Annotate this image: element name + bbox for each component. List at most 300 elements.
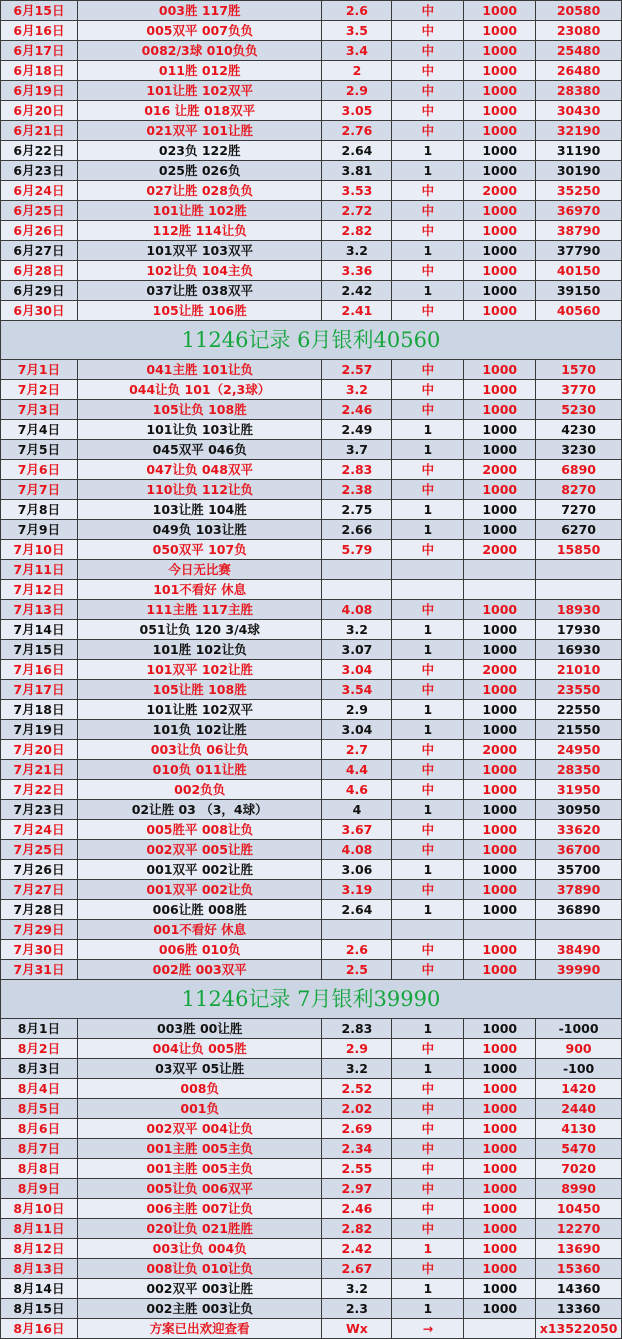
date-cell: 6月21日 <box>1 121 78 140</box>
match-cell: 001负 <box>78 1099 323 1118</box>
odds-cell: 4.08 <box>322 600 392 619</box>
date-cell: 6月16日 <box>1 21 78 40</box>
table-row <box>1 960 622 980</box>
stake-cell: 1000 <box>464 400 536 419</box>
table-row <box>1 800 622 820</box>
odds-cell: 3.2 <box>322 1059 392 1078</box>
odds-cell: 2.46 <box>322 1199 392 1218</box>
date-cell: 7月19日 <box>1 720 78 739</box>
match-cell: 0082/3球 010负负 <box>78 41 323 60</box>
stake-cell: 1000 <box>464 1199 536 1218</box>
odds-cell: 3.7 <box>322 440 392 459</box>
date-cell: 7月24日 <box>1 820 78 839</box>
table-row <box>1 281 622 301</box>
match-cell: 003胜 00让胜 <box>78 1019 323 1038</box>
stake-cell <box>464 920 536 939</box>
odds-cell: 2.72 <box>322 201 392 220</box>
total-cell: 3230 <box>536 440 622 459</box>
table-row <box>1 181 622 201</box>
table-row <box>1 740 622 760</box>
stake-cell: 1000 <box>464 1179 536 1198</box>
total-cell: 5470 <box>536 1139 622 1158</box>
table-row <box>1 1219 622 1239</box>
odds-cell: 2.76 <box>322 121 392 140</box>
result-cell: 中 <box>392 21 464 40</box>
date-cell: 6月24日 <box>1 181 78 200</box>
stake-cell: 1000 <box>464 1039 536 1058</box>
odds-cell: 2.64 <box>322 141 392 160</box>
stake-cell: 1000 <box>464 221 536 240</box>
table-row <box>1 1299 622 1319</box>
odds-cell: 2.82 <box>322 221 392 240</box>
date-cell: 8月14日 <box>1 1279 78 1298</box>
stake-cell: 1000 <box>464 1119 536 1138</box>
stake-cell: 1000 <box>464 261 536 280</box>
match-cell: 016 让胜 018双平 <box>78 101 323 120</box>
result-cell: 中 <box>392 400 464 419</box>
odds-cell: 3.67 <box>322 820 392 839</box>
total-cell: 18930 <box>536 600 622 619</box>
total-cell: 21010 <box>536 660 622 679</box>
date-cell: 7月7日 <box>1 480 78 499</box>
stake-cell: 1000 <box>464 121 536 140</box>
match-cell: 045双平 046负 <box>78 440 323 459</box>
stake-cell <box>464 560 536 579</box>
match-cell: 001双平 002让胜 <box>78 860 323 879</box>
odds-cell: 2.52 <box>322 1079 392 1098</box>
stake-cell: 1000 <box>464 41 536 60</box>
total-cell: 28380 <box>536 81 622 100</box>
total-cell: 39990 <box>536 960 622 979</box>
match-cell: 006让胜 008胜 <box>78 900 323 919</box>
total-cell: 36890 <box>536 900 622 919</box>
result-cell: 中 <box>392 1219 464 1238</box>
table-row <box>1 780 622 800</box>
match-cell: 050双平 107负 <box>78 540 323 559</box>
match-cell: 105让胜 108胜 <box>78 680 323 699</box>
date-cell: 7月27日 <box>1 880 78 899</box>
result-cell: 中 <box>392 1159 464 1178</box>
total-cell: 36970 <box>536 201 622 220</box>
date-cell: 8月3日 <box>1 1059 78 1078</box>
date-cell: 7月18日 <box>1 700 78 719</box>
table-row <box>1 1319 622 1339</box>
stake-cell: 1000 <box>464 880 536 899</box>
match-cell: 010负 011让胜 <box>78 760 323 779</box>
total-cell: 35250 <box>536 181 622 200</box>
stake-cell: 2000 <box>464 660 536 679</box>
stake-cell: 1000 <box>464 241 536 260</box>
result-cell: 中 <box>392 181 464 200</box>
match-cell: 001双平 002让负 <box>78 880 323 899</box>
table-row <box>1 101 622 121</box>
result-cell: 中 <box>392 121 464 140</box>
june-rows <box>1 1 622 321</box>
match-cell: 011胜 012胜 <box>78 61 323 80</box>
match-cell: 023负 122胜 <box>78 141 323 160</box>
odds-cell: 5.79 <box>322 540 392 559</box>
match-cell: 044让负 101（2,3球） <box>78 380 323 399</box>
total-cell: 3770 <box>536 380 622 399</box>
table-row <box>1 141 622 161</box>
date-cell: 7月17日 <box>1 680 78 699</box>
table-row <box>1 201 622 221</box>
table-row <box>1 840 622 860</box>
match-cell: 003胜 117胜 <box>78 1 323 20</box>
stake-cell: 1000 <box>464 380 536 399</box>
match-cell: 101让胜 102双平 <box>78 81 323 100</box>
stake-cell: 1000 <box>464 201 536 220</box>
odds-cell <box>322 560 392 579</box>
date-cell: 7月8日 <box>1 500 78 519</box>
odds-cell: 3.81 <box>322 161 392 180</box>
odds-cell: 2.55 <box>322 1159 392 1178</box>
total-cell: 8990 <box>536 1179 622 1198</box>
total-cell: 8270 <box>536 480 622 499</box>
total-cell: 40560 <box>536 301 622 320</box>
odds-cell: 2.46 <box>322 400 392 419</box>
table-row <box>1 600 622 620</box>
result-cell: → <box>392 1319 464 1338</box>
odds-cell: 2.83 <box>322 460 392 479</box>
total-cell: 30190 <box>536 161 622 180</box>
date-cell: 6月27日 <box>1 241 78 260</box>
total-cell: 31950 <box>536 780 622 799</box>
match-cell: 005胜平 008让负 <box>78 820 323 839</box>
table-row <box>1 1279 622 1299</box>
total-cell: 4130 <box>536 1119 622 1138</box>
odds-cell: 4.08 <box>322 840 392 859</box>
stake-cell: 1000 <box>464 640 536 659</box>
result-cell: 中 <box>392 201 464 220</box>
match-cell: 今日无比赛 <box>78 560 323 579</box>
stake-cell: 1000 <box>464 1059 536 1078</box>
total-cell: 12270 <box>536 1219 622 1238</box>
result-cell <box>392 580 464 599</box>
result-cell: 1 <box>392 860 464 879</box>
stake-cell: 1000 <box>464 840 536 859</box>
result-cell: 1 <box>392 1279 464 1298</box>
table-row <box>1 820 622 840</box>
date-cell: 8月9日 <box>1 1179 78 1198</box>
match-cell: 002双平 005让胜 <box>78 840 323 859</box>
match-cell: 001主胜 005主负 <box>78 1139 323 1158</box>
date-cell: 8月16日 <box>1 1319 78 1338</box>
match-cell: 008负 <box>78 1079 323 1098</box>
date-cell: 7月12日 <box>1 580 78 599</box>
stake-cell: 1000 <box>464 360 536 379</box>
odds-cell: 3.2 <box>322 1279 392 1298</box>
match-cell: 020让负 021胜胜 <box>78 1219 323 1238</box>
stake-cell <box>464 580 536 599</box>
stake-cell: 1000 <box>464 760 536 779</box>
result-cell: 中 <box>392 301 464 320</box>
table-row <box>1 241 622 261</box>
table-row <box>1 41 622 61</box>
total-cell <box>536 580 622 599</box>
total-cell: 39150 <box>536 281 622 300</box>
date-cell: 7月23日 <box>1 800 78 819</box>
date-cell: 7月21日 <box>1 760 78 779</box>
date-cell: 6月26日 <box>1 221 78 240</box>
stake-cell: 1000 <box>464 101 536 120</box>
stake-cell: 1000 <box>464 620 536 639</box>
odds-cell: 4 <box>322 800 392 819</box>
result-cell: 中 <box>392 1199 464 1218</box>
table-row <box>1 1159 622 1179</box>
stake-cell: 1000 <box>464 500 536 519</box>
result-cell: 1 <box>392 1239 464 1258</box>
date-cell: 7月6日 <box>1 460 78 479</box>
total-cell: 13690 <box>536 1239 622 1258</box>
result-cell: 中 <box>392 540 464 559</box>
date-cell: 8月13日 <box>1 1259 78 1278</box>
table-row <box>1 660 622 680</box>
odds-cell: 3.2 <box>322 620 392 639</box>
stake-cell: 1000 <box>464 940 536 959</box>
result-cell: 中 <box>392 940 464 959</box>
table-row <box>1 1139 622 1159</box>
total-cell: 16930 <box>536 640 622 659</box>
table-row <box>1 900 622 920</box>
date-cell: 7月29日 <box>1 920 78 939</box>
stake-cell: 2000 <box>464 740 536 759</box>
result-cell: 中 <box>392 380 464 399</box>
match-cell: 101不看好 休息 <box>78 580 323 599</box>
result-cell: 1 <box>392 1019 464 1038</box>
stake-cell: 1000 <box>464 1 536 20</box>
result-cell: 中 <box>392 221 464 240</box>
result-cell: 中 <box>392 680 464 699</box>
date-cell: 6月28日 <box>1 261 78 280</box>
stake-cell: 1000 <box>464 141 536 160</box>
table-row <box>1 1179 622 1199</box>
odds-cell <box>322 580 392 599</box>
odds-cell: 2.6 <box>322 1 392 20</box>
match-cell: 002负负 <box>78 780 323 799</box>
match-cell: 003让负 004负 <box>78 1239 323 1258</box>
total-cell: 15360 <box>536 1259 622 1278</box>
stake-cell: 1000 <box>464 1159 536 1178</box>
match-cell: 037让胜 038双平 <box>78 281 323 300</box>
result-cell: 1 <box>392 281 464 300</box>
date-cell: 7月20日 <box>1 740 78 759</box>
total-cell: 7020 <box>536 1159 622 1178</box>
odds-cell: 3.4 <box>322 41 392 60</box>
match-cell: 101让胜 102胜 <box>78 201 323 220</box>
result-cell: 1 <box>392 420 464 439</box>
result-cell: 中 <box>392 600 464 619</box>
stake-cell: 1000 <box>464 440 536 459</box>
total-cell: 35700 <box>536 860 622 879</box>
match-cell: 101双平 103双平 <box>78 241 323 260</box>
stake-cell: 1000 <box>464 281 536 300</box>
date-cell: 7月14日 <box>1 620 78 639</box>
match-cell: 005让负 006双平 <box>78 1179 323 1198</box>
table-row <box>1 1039 622 1059</box>
date-cell: 8月1日 <box>1 1019 78 1038</box>
result-cell: 中 <box>392 880 464 899</box>
result-cell: 中 <box>392 660 464 679</box>
result-cell: 中 <box>392 101 464 120</box>
total-cell <box>536 920 622 939</box>
stake-cell: 1000 <box>464 161 536 180</box>
odds-cell: 2.3 <box>322 1299 392 1318</box>
match-cell: 005双平 007负负 <box>78 21 323 40</box>
total-cell: 22550 <box>536 700 622 719</box>
total-cell: 23550 <box>536 680 622 699</box>
date-cell: 7月4日 <box>1 420 78 439</box>
match-cell: 101胜 102让负 <box>78 640 323 659</box>
date-cell: 7月13日 <box>1 600 78 619</box>
august-rows <box>1 1019 622 1339</box>
date-cell: 7月28日 <box>1 900 78 919</box>
result-cell: 中 <box>392 760 464 779</box>
table-row <box>1 940 622 960</box>
date-cell: 6月15日 <box>1 1 78 20</box>
result-cell: 中 <box>392 820 464 839</box>
table-row <box>1 580 622 600</box>
odds-cell: 2 <box>322 61 392 80</box>
total-cell: 21550 <box>536 720 622 739</box>
table-row <box>1 500 622 520</box>
odds-cell: 2.49 <box>322 420 392 439</box>
july-rows <box>1 360 622 980</box>
table-row <box>1 1199 622 1219</box>
stake-cell: 1000 <box>464 960 536 979</box>
match-cell: 002胜 003双平 <box>78 960 323 979</box>
table-row <box>1 121 622 141</box>
total-cell: 14360 <box>536 1279 622 1298</box>
table-row <box>1 1 622 21</box>
stake-cell: 1000 <box>464 1079 536 1098</box>
table-row <box>1 920 622 940</box>
date-cell: 8月7日 <box>1 1139 78 1158</box>
odds-cell: 2.82 <box>322 1219 392 1238</box>
match-cell: 101让负 103让胜 <box>78 420 323 439</box>
total-cell: 6270 <box>536 520 622 539</box>
table-row <box>1 261 622 281</box>
result-cell: 中 <box>392 960 464 979</box>
total-cell: 4230 <box>536 420 622 439</box>
total-cell: 20580 <box>536 1 622 20</box>
result-cell <box>392 920 464 939</box>
total-cell: 30950 <box>536 800 622 819</box>
match-cell: 001主胜 005主负 <box>78 1159 323 1178</box>
date-cell: 7月31日 <box>1 960 78 979</box>
match-cell: 101负 102让胜 <box>78 720 323 739</box>
total-cell: 33620 <box>536 820 622 839</box>
total-cell: 28350 <box>536 760 622 779</box>
match-cell: 041主胜 101让负 <box>78 360 323 379</box>
date-cell: 7月30日 <box>1 940 78 959</box>
stake-cell: 1000 <box>464 61 536 80</box>
total-cell: 24950 <box>536 740 622 759</box>
match-cell: 049负 103让胜 <box>78 520 323 539</box>
date-cell: 7月5日 <box>1 440 78 459</box>
odds-cell: 3.36 <box>322 261 392 280</box>
result-cell: 1 <box>392 620 464 639</box>
stake-cell: 1000 <box>464 600 536 619</box>
table-row <box>1 560 622 580</box>
odds-cell: 3.54 <box>322 680 392 699</box>
date-cell: 8月6日 <box>1 1119 78 1138</box>
total-cell <box>536 560 622 579</box>
date-cell: 7月11日 <box>1 560 78 579</box>
odds-cell: 3.53 <box>322 181 392 200</box>
date-cell: 7月1日 <box>1 360 78 379</box>
odds-cell: 2.41 <box>322 301 392 320</box>
odds-cell: Wx <box>322 1319 392 1338</box>
date-cell: 7月26日 <box>1 860 78 879</box>
total-cell: 23080 <box>536 21 622 40</box>
date-cell: 6月18日 <box>1 61 78 80</box>
odds-cell: 2.7 <box>322 740 392 759</box>
result-cell: 1 <box>392 500 464 519</box>
total-cell: 5230 <box>536 400 622 419</box>
table-row <box>1 420 622 440</box>
total-cell: 25480 <box>536 41 622 60</box>
result-cell: 中 <box>392 1079 464 1098</box>
match-cell: 004让负 005胜 <box>78 1039 323 1058</box>
stake-cell: 1000 <box>464 1099 536 1118</box>
date-cell: 7月22日 <box>1 780 78 799</box>
stake-cell: 1000 <box>464 1239 536 1258</box>
match-cell: 102让负 104主负 <box>78 261 323 280</box>
result-cell: 中 <box>392 460 464 479</box>
odds-cell: 2.38 <box>322 480 392 499</box>
odds-cell: 4.6 <box>322 780 392 799</box>
odds-cell: 2.67 <box>322 1259 392 1278</box>
match-cell: 110让负 112让负 <box>78 480 323 499</box>
table-row <box>1 1119 622 1139</box>
date-cell: 6月17日 <box>1 41 78 60</box>
stake-cell: 1000 <box>464 1259 536 1278</box>
match-cell: 002主胜 003让负 <box>78 1299 323 1318</box>
stake-cell: 1000 <box>464 1139 536 1158</box>
match-cell: 002双平 003让胜 <box>78 1279 323 1298</box>
total-cell: 17930 <box>536 620 622 639</box>
stake-cell: 1000 <box>464 301 536 320</box>
date-cell: 6月22日 <box>1 141 78 160</box>
table-row <box>1 520 622 540</box>
stake-cell: 1000 <box>464 860 536 879</box>
date-cell: 7月15日 <box>1 640 78 659</box>
result-cell: 中 <box>392 1259 464 1278</box>
table-row <box>1 880 622 900</box>
total-cell: 38490 <box>536 940 622 959</box>
match-cell: 03双平 05让胜 <box>78 1059 323 1078</box>
odds-cell <box>322 920 392 939</box>
match-cell: 021双平 101让胜 <box>78 121 323 140</box>
result-cell: 中 <box>392 81 464 100</box>
stake-cell: 1000 <box>464 520 536 539</box>
match-cell: 006胜 010负 <box>78 940 323 959</box>
result-cell: 中 <box>392 1099 464 1118</box>
table-row <box>1 1099 622 1119</box>
july-summary-banner: 11246记录 7月银利39990 <box>1 980 622 1019</box>
date-cell: 7月3日 <box>1 400 78 419</box>
date-cell: 6月29日 <box>1 281 78 300</box>
table-row <box>1 360 622 380</box>
table-row <box>1 640 622 660</box>
total-cell: 13360 <box>536 1299 622 1318</box>
table-row <box>1 81 622 101</box>
result-cell: 中 <box>392 360 464 379</box>
match-cell: 方案已出欢迎查看 <box>78 1319 323 1338</box>
table-row <box>1 620 622 640</box>
match-cell: 006主胜 007让负 <box>78 1199 323 1218</box>
